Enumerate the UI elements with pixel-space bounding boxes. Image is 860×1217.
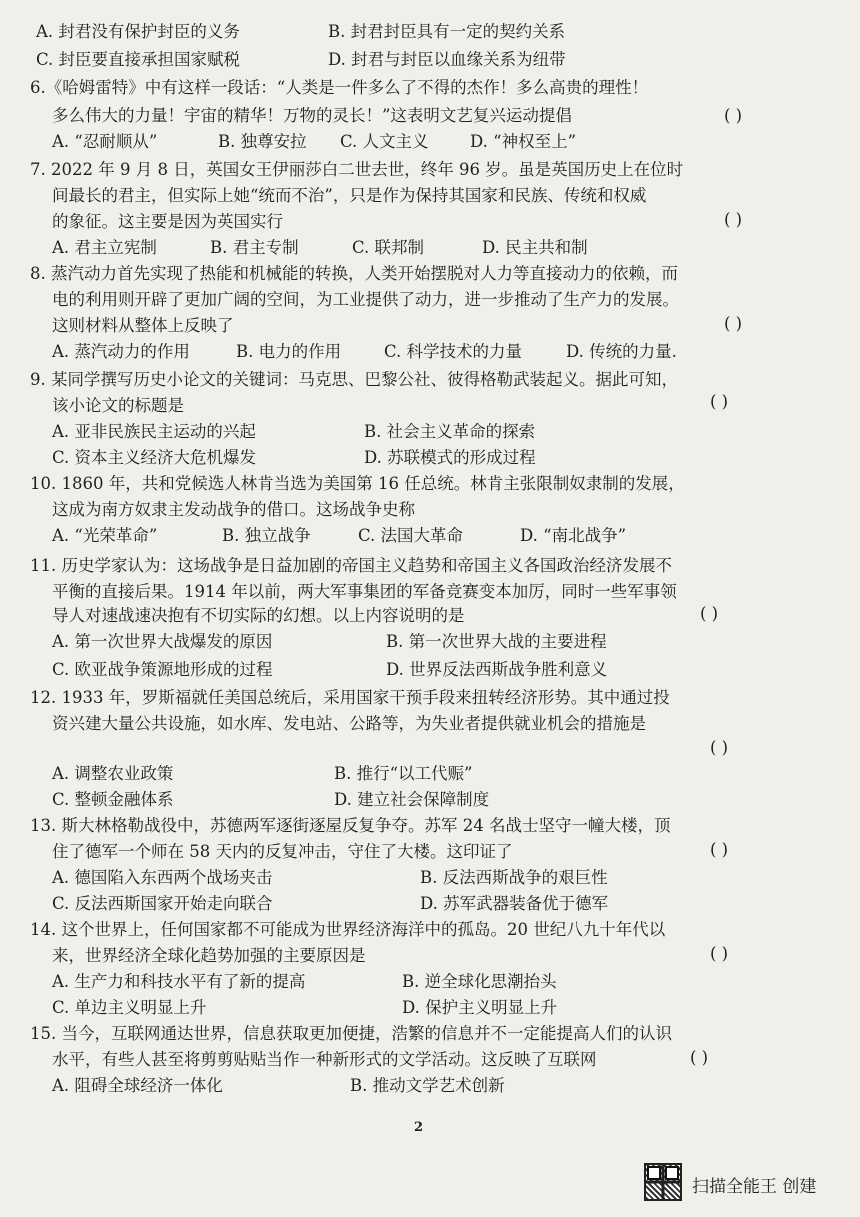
q8-option-d: D. 传统的力量. <box>566 342 677 361</box>
q15-stem-line-1: 15. 当今，互联网通达世界，信息获取更加便捷，浩繁的信息并不一定能提高人们的认识 <box>30 1024 672 1043</box>
q10-stem-line-2: 这成为南方奴隶主发动战争的借口。这场战争史称 <box>52 500 415 519</box>
q9-option-d: D. 苏联模式的形成过程 <box>364 448 536 467</box>
q12-option-d: D. 建立社会保障制度 <box>334 790 490 809</box>
q9-stem-line-2: 该小论文的标题是 <box>52 396 184 415</box>
q14-answer-blank: ( ) <box>710 944 729 963</box>
q15-option-a: A. 阻碍全球经济一体化 <box>52 1076 223 1095</box>
q14-stem-line-2: 来，世界经济全球化趋势加强的主要原因是 <box>52 946 366 965</box>
q8-option-c: C. 科学技术的力量 <box>384 342 523 361</box>
q5-option-c: C. 封臣要直接承担国家赋税 <box>36 50 241 69</box>
q15-option-b: B. 推动文学艺术创新 <box>350 1076 505 1095</box>
q11-stem-line-1: 11. 历史学家认为：这场战争是日益加剧的帝国主义趋势和帝国主义各国政治经济发展不 <box>30 556 672 575</box>
q13-option-a: A. 德国陷入东西两个战场夹击 <box>52 868 273 887</box>
q12-stem-line-2: 资兴建大量公共设施，如水库、发电站、公路等，为失业者提供就业机会的措施是 <box>52 714 646 733</box>
q10-option-d: D. “南北战争” <box>520 526 627 545</box>
q14-option-c: C. 单边主义明显上升 <box>52 998 207 1017</box>
q5-option-d: D. 封君与封臣以血缘关系为纽带 <box>328 50 566 69</box>
q7-stem-line-2: 间最长的君主，但实际上她“统而不治”，只是作为保持其国家和民族、传统和权威 <box>52 186 647 205</box>
q7-option-a: A. 君主立宪制 <box>52 238 157 257</box>
q12-option-c: C. 整顿金融体系 <box>52 790 174 809</box>
q8-answer-blank: ( ) <box>724 314 743 333</box>
q12-stem-line-1: 12. 1933 年，罗斯福就任美国总统后，采用国家干预手段来扭转经济形势。其中通过投 <box>30 688 670 707</box>
scanner-brand-text: 扫描全能王 创建 <box>692 1177 817 1197</box>
q15-answer-blank: ( ) <box>690 1048 709 1067</box>
q7-stem-line-3: 的象征。这主要是因为英国实行 <box>52 212 283 231</box>
q14-option-d: D. 保护主义明显上升 <box>402 998 558 1017</box>
q5-option-b: B. 封君封臣具有一定的契约关系 <box>328 22 566 41</box>
q14-option-a: A. 生产力和科技水平有了新的提高 <box>52 972 306 991</box>
qr-code-icon <box>644 1163 682 1201</box>
q13-option-d: D. 苏军武器装备优于德军 <box>420 894 609 913</box>
q11-option-d: D. 世界反法西斯战争胜利意义 <box>386 660 608 679</box>
q14-option-b: B. 逆全球化思潮抬头 <box>402 972 557 991</box>
q9-option-b: B. 社会主义革命的探索 <box>364 422 536 441</box>
q11-option-c: C. 欧亚战争策源地形成的过程 <box>52 660 273 679</box>
q6-option-c: C. 人文主义 <box>340 132 429 151</box>
q10-option-a: A. “光荣革命” <box>52 526 158 545</box>
q5-option-a: A. 封君没有保护封臣的义务 <box>36 22 240 41</box>
page-number: 2 <box>414 1120 424 1135</box>
q9-option-a: A. 亚非民族民主运动的兴起 <box>52 422 256 441</box>
q11-stem-line-2: 平衡的直接后果。1914 年以前，两大军事集团的军备竞赛变本加厉，同时一些军事领 <box>52 582 677 601</box>
q13-option-b: B. 反法西斯战争的艰巨性 <box>420 868 608 887</box>
q8-option-b: B. 电力的作用 <box>236 342 342 361</box>
q7-option-d: D. 民主共和制 <box>482 238 588 257</box>
q12-answer-blank: ( ) <box>710 738 729 757</box>
q11-answer-blank: ( ) <box>700 604 719 623</box>
q12-option-b: B. 推行“以工代赈” <box>334 764 473 783</box>
q8-stem-line-2: 电的利用则开辟了更加广阔的空间，为工业提供了动力，进一步推动了生产力的发展。 <box>52 290 679 309</box>
q13-answer-blank: ( ) <box>710 840 729 859</box>
q10-option-c: C. 法国大革命 <box>358 526 464 545</box>
q15-stem-line-2: 水平，有些人甚至将剪剪贴贴当作一种新形式的文学活动。这反映了互联网 <box>52 1050 597 1069</box>
q10-stem-line-1: 10. 1860 年，共和党候选人林肯当选为美国第 16 任总统。林肯主张限制奴隶制的发展， <box>30 474 685 493</box>
q6-option-d: D. “神权至上” <box>470 132 577 151</box>
q9-stem-line-1: 9. 某同学撰写历史小论文的关键词：马克思、巴黎公社、彼得格勒武装起义。据此可知， <box>30 370 678 389</box>
q7-option-c: C. 联邦制 <box>352 238 425 257</box>
q9-option-c: C. 资本主义经济大危机爆发 <box>52 448 257 467</box>
q8-stem-line-3: 这则材料从整体上反映了 <box>52 316 234 335</box>
q11-option-b: B. 第一次世界大战的主要进程 <box>386 632 607 651</box>
scanner-watermark <box>644 1163 854 1203</box>
q7-answer-blank: ( ) <box>724 210 743 229</box>
q14-stem-line-1: 14. 这个世界上，任何国家都不可能成为世界经济海洋中的孤岛。20 世纪八九十年代以 <box>30 920 666 939</box>
q11-stem-line-3: 导人对速战速决抱有不切实际的幻想。以上内容说明的是 <box>52 606 465 625</box>
q9-answer-blank: ( ) <box>710 392 729 411</box>
q13-stem-line-1: 13. 斯大林格勒战役中，苏德两军逐街逐屋反复争夺。苏军 24 名战士坚守一幢大楼，顶 <box>30 816 671 835</box>
q10-option-b: B. 独立战争 <box>222 526 311 545</box>
q13-stem-line-2: 住了德军一个师在 58 天内的反复冲击，守住了大楼。这印证了 <box>52 842 513 861</box>
q8-stem-line-1: 8. 蒸汽动力首先实现了热能和机械能的转换，人类开始摆脱对人力等直接动力的依赖，而 <box>30 264 678 283</box>
q6-answer-blank: ( ) <box>724 106 743 125</box>
q7-stem-line-1: 7. 2022 年 9 月 8 日，英国女王伊丽莎白二世去世，终年 96 岁。虽是英国历史上在位时 <box>30 160 684 179</box>
q6-stem-line-2: 多么伟大的力量！宇宙的精华！万物的灵长！”这表明文艺复兴运动提倡 <box>52 106 572 125</box>
q13-option-c: C. 反法西斯国家开始走向联合 <box>52 894 273 913</box>
q8-option-a: A. 蒸汽动力的作用 <box>52 342 190 361</box>
q6-option-b: B. 独尊安拉 <box>218 132 307 151</box>
q11-option-a: A. 第一次世界大战爆发的原因 <box>52 632 273 651</box>
q6-option-a: A. “忍耐顺从” <box>52 132 158 151</box>
q12-option-a: A. 调整农业政策 <box>52 764 174 783</box>
q7-option-b: B. 君主专制 <box>210 238 299 257</box>
q6-stem-line-1: 6.《哈姆雷特》中有这样一段话：“人类是一件多么了不得的杰作！多么高贵的理性！ <box>30 78 649 97</box>
